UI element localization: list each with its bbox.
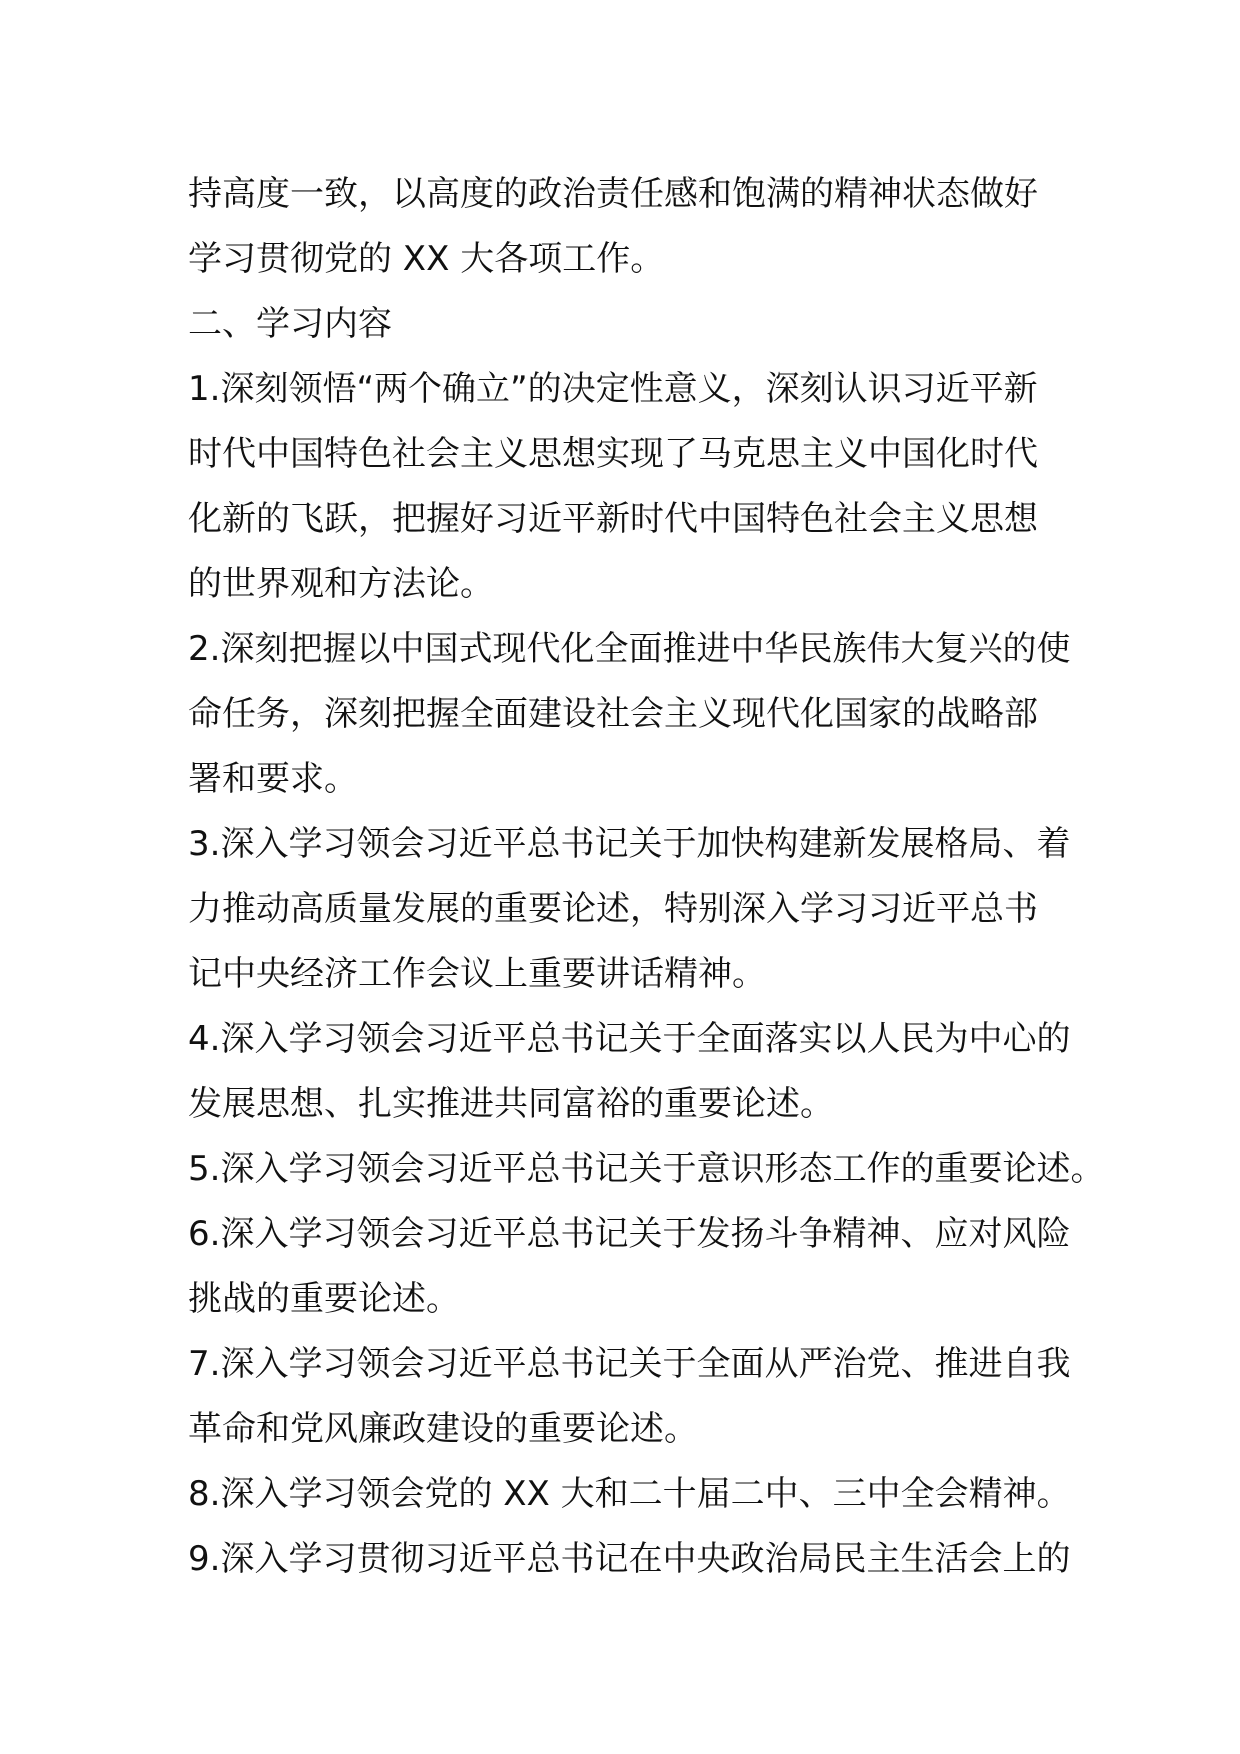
paragraph <box>188 1007 1071 1137</box>
text-line: 二、学习内容 <box>188 304 392 344</box>
text-line: 时代中国特色社会主义思想实现了马克思主义中国化时代 <box>188 434 1038 474</box>
text-line: 记中央经济工作会议上重要讲话精神。 <box>188 954 766 994</box>
text-line: 化新的飞跃，把握好习近平新时代中国特色社会主义思想 <box>188 499 1038 539</box>
text-line: 持高度一致，以高度的政治责任感和饱满的精神状态做好 <box>188 174 1038 214</box>
text-line: 7.深入学习领会习近平总书记关于全面从严治党、推进自我 <box>188 1344 1071 1384</box>
text-line: 2.深刻把握以中国式现代化全面推进中华民族伟大复兴的使 <box>188 629 1071 669</box>
text-line: 发展思想、扎实推进共同富裕的重要论述。 <box>188 1084 834 1124</box>
text-line: 4.深入学习领会习近平总书记关于全面落实以人民为中心的 <box>188 1019 1071 1059</box>
text-line: 1.深刻领悟“两个确立”的决定性意义，深刻认识习近平新 <box>188 369 1038 409</box>
paragraph <box>188 812 1071 1007</box>
text-line: 9.深入学习贯彻习近平总书记在中央政治局民主生活会上的 <box>188 1539 1071 1579</box>
paragraph <box>188 1332 1071 1462</box>
paragraph <box>188 617 1071 812</box>
text-line: 命任务，深刻把握全面建设社会主义现代化国家的战略部 <box>188 694 1038 734</box>
text-line: 8.深入学习领会党的 XX 大和二十届二中、三中全会精神。 <box>188 1474 1071 1514</box>
paragraph <box>188 1462 1071 1527</box>
section-heading <box>188 292 1068 357</box>
paragraph <box>188 1137 1105 1202</box>
text-line: 5.深入学习领会习近平总书记关于意识形态工作的重要论述。 <box>188 1149 1105 1189</box>
paragraph <box>188 162 1068 292</box>
document-body <box>188 162 1105 1592</box>
text-line: 挑战的重要论述。 <box>188 1279 460 1319</box>
paragraph <box>188 357 1068 617</box>
text-line: 革命和党风廉政建设的重要论述。 <box>188 1409 698 1449</box>
text-line: 力推动高质量发展的重要论述，特别深入学习习近平总书 <box>188 889 1038 929</box>
text-line: 学习贯彻党的 XX 大各项工作。 <box>188 239 665 279</box>
text-line: 6.深入学习领会习近平总书记关于发扬斗争精神、应对风险 <box>188 1214 1071 1254</box>
text-line: 的世界观和方法论。 <box>188 564 494 604</box>
text-line: 署和要求。 <box>188 759 358 799</box>
paragraph <box>188 1527 1071 1592</box>
paragraph <box>188 1202 1071 1332</box>
text-line: 3.深入学习领会习近平总书记关于加快构建新发展格局、着 <box>188 824 1071 864</box>
